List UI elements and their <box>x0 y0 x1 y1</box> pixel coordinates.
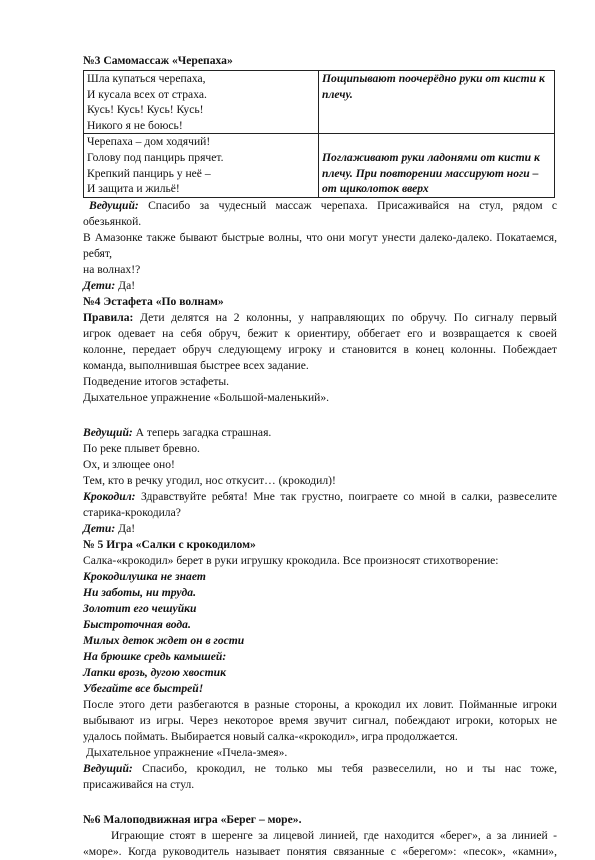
amazon-text-cont: на волнах!? <box>83 262 141 276</box>
poem-line: Крепкий панцирь у неё – <box>87 166 211 180</box>
game-description: Играющие стоят в шеренге за лицевой линией, где находится «берег», а за линией - <box>111 828 557 842</box>
croc-speech-cont: старика-крокодила? <box>83 505 181 519</box>
section-6-title: №6 Малоподвижная игра «Берег – море». <box>83 812 302 826</box>
host-remark-cont: присаживайся на стул. <box>83 777 195 791</box>
amazon-text: В Амазонке также бывают быстрые волны, что они могут унести далеко-далеко. Покатаемся, ребят, <box>83 230 557 260</box>
action-cell-top: Пощипывают поочерёдно руки от кисти к плечу. <box>319 71 555 134</box>
rules-text: Правила: Дети делятся на 2 колонны, у направляющих по обручу. По сигналу первый <box>83 310 557 324</box>
poem-line: И защита и жильё! <box>87 182 180 196</box>
host-remark: Ведущий: Спасибо, крокодил, не только мы тебя развеселили, но и ты нас тоже, <box>83 761 557 775</box>
rules-text-cont: игрок одевает на себя обруч, бежит к ориентиру, оббегает его и возвращается к своей <box>83 326 557 340</box>
speaker-label: Ведущий: <box>89 198 139 212</box>
host-remark-cont: обезьянкой. <box>83 214 142 228</box>
summary-text: Подведение итогов эстафеты. <box>83 374 230 388</box>
action-text: Поглаживают руки ладонями от кисти к плечу. При повторении массируют ноги – от щиколоток вверх <box>322 150 540 196</box>
document-body <box>83 53 557 860</box>
riddle-line: Тем, кто в речку угодил, нос откусит… (крокодил)! <box>83 473 336 487</box>
section-3-title: №3 Самомассаж «Черепаха» <box>83 54 233 67</box>
riddle-line: По реке плывет бревно. <box>83 441 200 455</box>
host-remark: Ведущий: Спасибо за чудесный массаж черепаха. Присаживайся на стул, рядом с <box>89 198 557 212</box>
rules-text-cont: колонне, передает обруч следующему игроку и становится в конец колонны. Побеждает <box>83 342 557 356</box>
poem-line: Никого я не боюсь! <box>87 118 183 132</box>
kids-reply: Дети: Да! <box>83 521 136 535</box>
poem-line: Черепаха – дом ходячий! <box>87 135 211 149</box>
host-riddle: Ведущий: А теперь загадка страшная. <box>83 425 272 439</box>
poem-cell-bottom <box>84 134 319 197</box>
breathing-exercise: Дыхательное упражнение «Большой-маленький». <box>83 390 330 404</box>
kids-reply: Дети: Да! <box>83 278 136 292</box>
croc-poem-line: Быстроточная вода. <box>83 617 191 631</box>
croc-poem-line: Ни заботы, ни труда. <box>83 585 196 599</box>
game-rules-cont: удалось поймать. Выбирается новый салка-«крокодил», игра продолжается. <box>83 729 458 743</box>
poem-line: Голову под панцирь прячет. <box>87 150 224 164</box>
croc-poem-line: Милых деток ждет он в гости <box>83 633 245 647</box>
croc-poem-line: Золотит его чешуйки <box>83 601 197 615</box>
game-rules: После этого дети разбегаются в разные стороны, а крокодил их ловит. Пойманные игроки <box>83 697 557 711</box>
game-rules-cont: выбывают из игры. Через некоторое время звучит сигнал, побеждают игроки, которых не <box>83 713 557 727</box>
croc-poem-line: Лапки врозь, дугою хвостик <box>83 665 226 679</box>
riddle-line: Ох, и злющее оно! <box>83 457 175 471</box>
game-description-cont: «море». Когда руководитель называет понятия связанные с «берегом»: «песок», «камни», <box>83 844 557 858</box>
rules-text-cont: команда, выполнившая быстрее всех задание. <box>83 358 309 372</box>
action-cell-bottom <box>319 134 555 197</box>
poem-line: Кусь! Кусь! Кусь! Кусь! <box>87 103 204 117</box>
poem-cell-top <box>84 71 319 134</box>
breathing-exercise: Дыхательное упражнение «Пчела-змея». <box>86 745 288 759</box>
section-4-title: №4 Эстафета «По волнам» <box>83 294 224 308</box>
croc-poem-line: Крокодилушка не знает <box>83 569 206 583</box>
massage-table <box>83 70 555 198</box>
croc-poem-line: На брюшке средь камышей: <box>83 649 227 663</box>
section-5-title: № 5 Игра «Салки с крокодилом» <box>83 537 256 551</box>
game-intro: Салка-«крокодил» берет в руки игрушку крокодила. Все произносят стихотворение: <box>83 553 499 567</box>
poem-line: И кусала всех от страха. <box>87 87 207 101</box>
croc-speech: Крокодил: Здравствуйте ребята! Мне так грустно, поиграете со мной в салки, развеселите <box>83 489 557 503</box>
croc-poem-line: Убегайте все быстрей! <box>83 681 204 695</box>
poem-line: Шла купаться черепаха, <box>87 72 206 85</box>
